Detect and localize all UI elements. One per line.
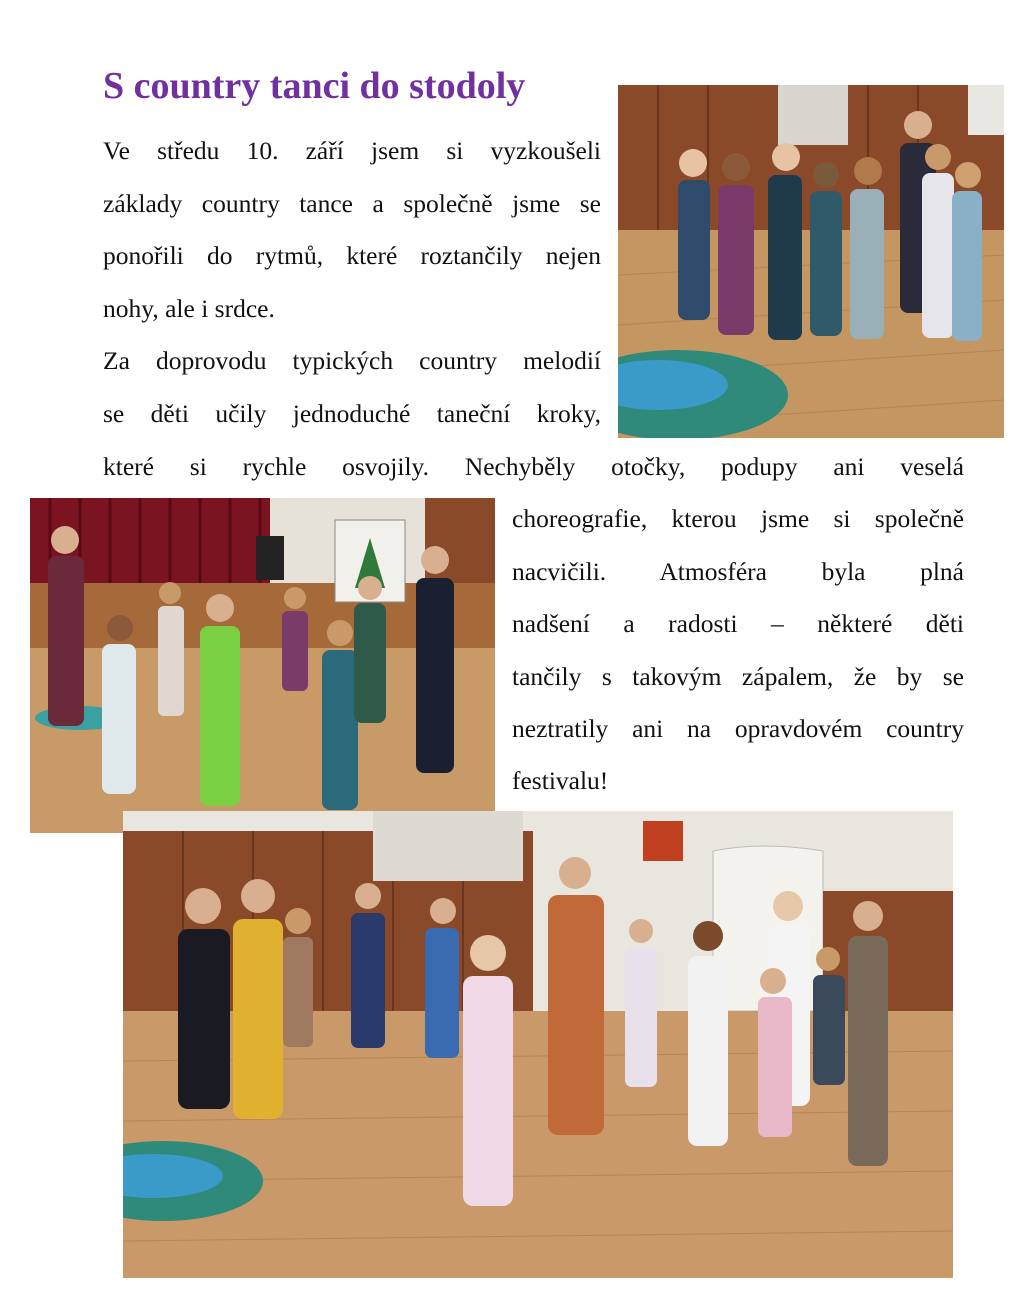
- paragraph-line: nadšení a radosti – některé děti: [512, 609, 964, 638]
- paragraph-line: nacvičili. Atmosféra byla plná: [512, 557, 964, 586]
- paragraph-line: choreografie, kterou jsme si společně: [512, 504, 964, 533]
- paragraph-line: Ve středu 10. září jsem si vyzkoušeli: [103, 136, 601, 165]
- paragraph-line: tančily s takovým zápalem, že by se: [512, 662, 964, 691]
- paragraph-line: Za doprovodu typických country melodií: [103, 346, 601, 375]
- paragraph-line: základy country tance a společně jsme se: [103, 189, 601, 218]
- photo-group-in-hall: [123, 811, 953, 1278]
- paragraph-line: festivalu!: [512, 766, 609, 795]
- paragraph-line: které si rychle osvojily. Nechyběly otočky, podupy ani veselá: [103, 452, 964, 481]
- photo-circle-dance: [30, 498, 495, 833]
- photo-children-in-line: [618, 85, 1004, 438]
- paragraph-line: ponořili do rytmů, které roztančily nejen: [103, 241, 601, 270]
- article-title: S country tanci do stodoly: [103, 65, 526, 107]
- paragraph-line: nohy, ale i srdce.: [103, 294, 275, 323]
- paragraph-line: neztratily ani na opravdovém country: [512, 714, 964, 743]
- paragraph-line: se děti učily jednoduché taneční kroky,: [103, 399, 601, 428]
